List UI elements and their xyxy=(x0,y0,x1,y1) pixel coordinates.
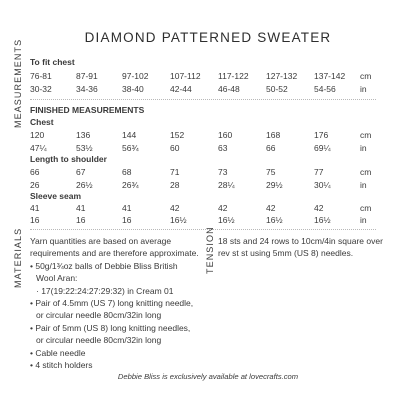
measurement-value: 34-36 xyxy=(76,84,98,94)
length-heading: Length to shoulder xyxy=(30,154,107,164)
tension-line: rev st st using 5mm (US 8) needles. xyxy=(218,248,354,259)
measurement-value: 42 xyxy=(314,203,324,213)
measurement-value: 144 xyxy=(122,130,137,140)
tension-line: 18 sts and 24 rows to 10cm/4in square over xyxy=(218,236,383,246)
measurement-value: 26½ xyxy=(76,180,93,190)
sleeve-heading: Sleeve seam xyxy=(30,191,82,201)
footer-note: Debbie Bliss is exclusively available at lovecrafts.com xyxy=(117,372,299,381)
measurement-value: 160 xyxy=(218,130,233,140)
materials-line: Yarn quantities are based on average xyxy=(30,236,172,246)
sleeve-in-row xyxy=(0,215,416,227)
measurement-value: 41 xyxy=(76,203,86,213)
materials-line: • Pair of 4.5mm (US 7) long knitting needle, xyxy=(30,298,194,309)
measurement-value: 28¼ xyxy=(218,180,235,190)
unit-label: in xyxy=(360,215,367,225)
measurement-value: 69¼ xyxy=(314,143,331,153)
measurement-value: 16 xyxy=(30,215,40,225)
measurement-value: 97-102 xyxy=(122,71,149,81)
materials-line: or circular needle 80cm/32in long xyxy=(36,310,162,321)
measurement-value: 26 xyxy=(30,180,40,190)
materials-line: Wool Aran: xyxy=(36,273,78,284)
measurement-value: 66 xyxy=(30,167,40,177)
measurement-value: 107-112 xyxy=(170,71,201,81)
chest-heading: Chest xyxy=(30,117,54,127)
measurement-value: 28 xyxy=(170,180,180,190)
materials-line: · 17(19:22:24:27:29:32) in Cream 01 xyxy=(36,285,174,296)
measurement-value: 77 xyxy=(314,167,324,177)
measurement-value: 42 xyxy=(170,203,180,213)
measurement-value: 152 xyxy=(170,130,185,140)
measurements-side-label: MEASUREMENTS xyxy=(13,38,23,128)
measurement-value: 41 xyxy=(30,203,40,213)
materials-side-label: MATERIALS xyxy=(13,227,23,288)
measurement-value: 67 xyxy=(76,167,86,177)
measurement-value: 73 xyxy=(218,167,228,177)
measurement-value: 38-40 xyxy=(122,84,144,94)
measurement-value: 46-48 xyxy=(218,84,240,94)
to-fit-chest-heading: To fit chest xyxy=(30,57,75,67)
tension-text xyxy=(218,235,383,260)
materials-line: or circular needle 80cm/32in long xyxy=(36,335,162,346)
measurement-value: 75 xyxy=(266,167,276,177)
measurement-value: 30¼ xyxy=(314,180,331,190)
measurement-value: 63 xyxy=(218,143,228,153)
unit-label: in xyxy=(360,84,367,94)
unit-label: cm xyxy=(360,130,372,140)
materials-line: requirements and are therefore approximate. xyxy=(30,248,199,259)
measurement-value: 42-44 xyxy=(170,84,192,94)
divider xyxy=(30,99,376,100)
tension-side-label: TENSION xyxy=(205,226,215,274)
measurement-value: 120 xyxy=(30,130,45,140)
measurement-value: 71 xyxy=(170,167,180,177)
measurement-value: 30-32 xyxy=(30,84,52,94)
measurement-value: 87-91 xyxy=(76,71,98,81)
measurement-value: 29½ xyxy=(266,180,283,190)
to-fit-chest-in-row xyxy=(0,84,416,96)
measurement-value: 16 xyxy=(76,215,86,225)
measurement-value: 117-122 xyxy=(218,71,249,81)
materials-line: • Pair of 5mm (US 8) long knitting needles, xyxy=(30,322,191,333)
measurement-value: 56¾ xyxy=(122,143,139,153)
measurement-value: 60 xyxy=(170,143,180,153)
measurement-value: 127-132 xyxy=(266,71,298,81)
measurement-value: 16½ xyxy=(266,215,283,225)
sleeve-cm-row xyxy=(0,203,416,215)
unit-label: cm xyxy=(360,203,372,213)
measurement-value: 16½ xyxy=(314,215,331,225)
measurement-value: 137-142 xyxy=(314,71,346,81)
measurement-value: 42 xyxy=(266,203,276,213)
measurement-value: 176 xyxy=(314,130,329,140)
materials-line: • 50g/1¾oz balls of Debbie Bliss British xyxy=(30,260,178,271)
materials-line: • Cable needle xyxy=(30,347,86,358)
length-cm-row xyxy=(0,167,416,179)
measurement-value: 47¼ xyxy=(30,143,47,153)
unit-label: cm xyxy=(360,71,372,81)
measurement-value: 26¾ xyxy=(122,180,139,190)
measurement-value: 42 xyxy=(218,203,228,213)
unit-label: in xyxy=(360,180,367,190)
measurement-value: 68 xyxy=(122,167,132,177)
measurement-value: 66 xyxy=(266,143,276,153)
measurement-value: 54-56 xyxy=(314,84,336,94)
finished-measurements-heading: FINISHED MEASUREMENTS xyxy=(30,105,145,115)
unit-label: in xyxy=(360,143,367,153)
measurement-value: 50-52 xyxy=(266,84,288,94)
unit-label: cm xyxy=(360,167,372,177)
chest-cm-row xyxy=(0,130,416,142)
measurement-value: 136 xyxy=(76,130,91,140)
to-fit-chest-cm-row xyxy=(0,71,416,83)
divider xyxy=(30,229,376,230)
page-title: DIAMOND PATTERNED SWEATER xyxy=(84,30,332,45)
measurement-value: 41 xyxy=(122,203,132,213)
measurement-value: 16½ xyxy=(170,215,187,225)
measurement-value: 76-81 xyxy=(30,71,52,81)
measurement-value: 16 xyxy=(122,215,132,225)
measurement-value: 16½ xyxy=(218,215,235,225)
measurement-value: 168 xyxy=(266,130,281,140)
measurement-value: 53½ xyxy=(76,143,93,153)
materials-text xyxy=(30,235,199,371)
materials-line: • 4 stitch holders xyxy=(30,360,93,371)
